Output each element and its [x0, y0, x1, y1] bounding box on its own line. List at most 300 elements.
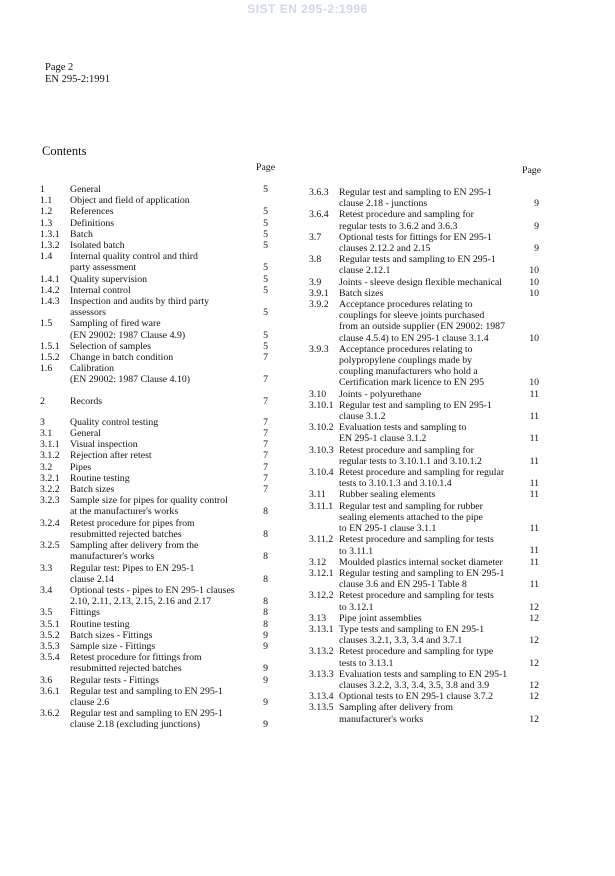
toc-entry-title-line: regular tests to 3.6.2 and 3.6.3: [339, 220, 458, 232]
toc-entry-page: 10: [529, 265, 539, 277]
toc-entry[interactable]: [309, 669, 539, 691]
toc-entry-number: 3.12: [309, 556, 327, 568]
toc-entry-title: [339, 288, 511, 299]
toc-entry-title: [339, 277, 511, 288]
toc-entry[interactable]: [40, 285, 268, 296]
toc-entry-title-line: resubmitted rejected batches: [70, 528, 182, 540]
toc-entry-number: 3.6.3: [309, 187, 329, 198]
document-id: EN 295-2:1991: [45, 74, 111, 85]
toc-entry-title: [339, 646, 511, 668]
toc-entry-number: 3.1.2: [40, 450, 60, 462]
toc-entry-number: 3.13.2: [309, 646, 334, 658]
toc-entry-title-line: Regular test and sampling to EN 295-1: [70, 708, 223, 720]
toc-entry[interactable]: [40, 396, 268, 407]
toc-entry-title: [70, 417, 240, 428]
toc-entry-number: 3.2.3: [40, 495, 60, 507]
toc-entry-number: 1.3.2: [40, 240, 60, 252]
toc-entry-page: 11: [529, 579, 539, 591]
toc-entry[interactable]: [40, 274, 268, 285]
toc-entry[interactable]: [40, 240, 268, 251]
toc-entry[interactable]: [309, 277, 539, 288]
toc-entry[interactable]: [309, 501, 539, 535]
toc-entry-title-line: Sample size for pipes for quality control: [70, 495, 228, 507]
toc-entry-title-line: 2.10, 2.11, 2.13, 2.15, 2.16 and 2.17: [70, 596, 212, 608]
toc-entry[interactable]: [40, 341, 268, 352]
toc-entry-page: 9: [263, 663, 268, 675]
toc-entry-page: 11: [529, 388, 539, 400]
toc-entry-title-line: Definitions: [70, 217, 115, 229]
toc-entry-page: 12: [529, 679, 539, 691]
toc-entry-page: 11: [529, 433, 539, 445]
toc-entry-title-line: Batch sizes - Fittings: [70, 629, 153, 641]
toc-entry-number: 3.11: [309, 489, 326, 501]
toc-entry-title-line: Joints - sleeve design flexible mechanical: [339, 276, 502, 288]
toc-entry-title-line: Quality control testing: [70, 416, 159, 428]
toc-entry-title: [339, 445, 511, 467]
watermark: SIST EN 295-2:1996: [247, 2, 368, 16]
toc-entry-page: 11: [529, 556, 539, 568]
toc-entry-title: [70, 484, 240, 495]
toc-entry-title: [339, 669, 511, 691]
toc-entry-title: [70, 363, 240, 385]
toc-entry-title-line: Sampling of fired ware: [70, 318, 161, 330]
toc-entry[interactable]: [40, 585, 268, 607]
toc-entry-title-line: Batch sizes: [70, 484, 115, 496]
toc-entry-title-line: Optional tests - pipes to EN 295-1 clauses: [70, 584, 235, 596]
toc-entry-title-line: Retest procedure for pipes from: [70, 517, 195, 529]
toc-entry-page: 5: [263, 206, 268, 218]
toc-entry-number: 3.10: [309, 388, 327, 400]
toc-entry-number: 3.2.5: [40, 540, 60, 552]
toc-entry-title: [339, 344, 511, 389]
toc-entry-title-line: Retest procedure for fittings from: [70, 652, 202, 664]
toc-entry-number: 3.5: [40, 607, 53, 619]
toc-entry-number: 3.5.2: [40, 629, 60, 641]
toc-entry[interactable]: [309, 691, 539, 702]
toc-entry-title: [339, 624, 511, 646]
toc-entry-number: 1.5.1: [40, 340, 60, 352]
toc-entry[interactable]: [40, 462, 268, 473]
toc-entry-page: 7: [263, 395, 268, 407]
toc-entry-title: [70, 585, 240, 607]
toc-entry-page: 8: [263, 528, 268, 540]
toc-entry-page: 9: [263, 696, 268, 708]
toc-entry-title: [339, 702, 511, 724]
toc-entry-title-line: Change in batch condition: [70, 352, 174, 364]
toc-entry[interactable]: [40, 495, 268, 517]
toc-entry-number: 3.2.1: [40, 472, 60, 484]
toc-entry-title-line: (EN 29002: 1987 Clause 4.10): [70, 374, 190, 386]
toc-entry[interactable]: [309, 422, 539, 444]
toc-entry-title-line: manufacturer's works: [70, 551, 155, 563]
toc-entry-title-line: Evaluation tests and sampling to: [339, 422, 467, 434]
toc-entry[interactable]: [40, 518, 268, 540]
toc-entry-page: 9: [263, 640, 268, 652]
toc-entry-title: [339, 232, 511, 254]
toc-entry-title-line: resubmitted rejected batches: [70, 663, 182, 675]
toc-entry[interactable]: [40, 352, 268, 363]
toc-entry-number: 1.1: [40, 195, 53, 207]
toc-entry-title: [339, 389, 511, 400]
toc-entry[interactable]: [40, 641, 268, 652]
toc-entry-title-line: Sampling after delivery from the: [70, 540, 199, 552]
toc-entry-title: [339, 187, 511, 209]
toc-entry[interactable]: [40, 417, 268, 428]
toc-entry-title: [339, 613, 511, 624]
toc-entry[interactable]: [40, 708, 268, 730]
toc-entry-title-line: General: [70, 184, 102, 195]
toc-entry[interactable]: [40, 540, 268, 562]
toc-entry-page: 8: [263, 607, 268, 619]
toc-entry-title-line: Regular tests and sampling to EN 295-1: [339, 254, 496, 266]
toc-entry-title: [70, 396, 240, 407]
toc-entry-title-line: Regular test: Pipes to EN 295-1: [70, 562, 195, 574]
toc-entry[interactable]: [309, 232, 539, 254]
toc-entry-title: [70, 251, 240, 273]
toc-entry-title-line: General: [70, 428, 102, 440]
toc-entry-number: 3.2.4: [40, 517, 60, 529]
toc-entry-number: 3.13.1: [309, 623, 334, 635]
toc-entry-title: [70, 195, 240, 206]
toc-entry[interactable]: [309, 344, 539, 389]
toc-entry-title-line: clause 2.14: [70, 573, 115, 585]
toc-entry-title-line: EN 295-1 clause 3.1.2: [339, 433, 427, 445]
toc-entry-title: [70, 686, 240, 708]
toc-entry-title-line: (EN 29002: 1987 Clause 4.9): [70, 329, 186, 341]
toc-entry-title-line: Quality supervision: [70, 273, 148, 285]
toc-entry-number: 3.12.2: [309, 590, 334, 602]
toc-entry[interactable]: [40, 251, 268, 273]
toc-entry-title-line: Acceptance procedures relating to: [339, 343, 473, 355]
toc-entry-title-line: to EN 295-1 clause 3.1.1: [339, 523, 437, 535]
toc-entry[interactable]: [40, 229, 268, 240]
toc-entry-title-line: Records: [70, 395, 103, 407]
left-page-heading: Page: [256, 162, 276, 173]
toc-entry[interactable]: [309, 624, 539, 646]
toc-entry[interactable]: [309, 254, 539, 276]
toc-entry-page: 5: [263, 184, 268, 195]
toc-entry-title-line: Retest procedure and sampling for: [339, 444, 474, 456]
toc-entry-title: [339, 400, 511, 422]
toc-entry[interactable]: [40, 473, 268, 484]
toc-entry-page: 8: [263, 551, 268, 563]
toc-entry-title-line: Internal control: [70, 284, 131, 296]
toc-entry[interactable]: [309, 187, 539, 209]
toc-entry[interactable]: [309, 400, 539, 422]
toc-entry-title: [70, 296, 240, 318]
toc-entry-title: [70, 473, 240, 484]
toc-entry-title-line: Inspection and audits by third party: [70, 296, 210, 308]
toc-entry-title-line: tests to 3.10.1.3 and 3.10.1.4: [339, 478, 452, 490]
toc-entry[interactable]: [309, 389, 539, 400]
toc-entry-title-line: from an outside supplier (EN 29002: 1987: [339, 321, 505, 333]
toc-entry[interactable]: [40, 563, 268, 585]
toc-entry[interactable]: [40, 206, 268, 217]
toc-entry-title: [70, 218, 240, 229]
toc-entry-page: 5: [263, 240, 268, 252]
toc-entry[interactable]: [40, 607, 268, 618]
toc-entry-title-line: Certification mark licence to EN 295: [339, 377, 484, 389]
toc-entry-title-line: sealing elements attached to the pipe: [339, 511, 483, 523]
toc-entry-title: [70, 708, 240, 730]
toc-entry-title-line: Regular tests - Fittings: [70, 674, 159, 686]
toc-entry-title: [70, 641, 240, 652]
toc-entry[interactable]: [40, 296, 268, 318]
toc-entry[interactable]: [309, 613, 539, 624]
toc-entry-title-line: clauses 3.2.2, 3.3, 3.4, 3.5, 3.8 and 3.9: [339, 679, 490, 691]
toc-entry-title-line: clauses 3.2.1, 3.3, 3.4 and 3.7.1: [339, 635, 463, 647]
toc-entry-title-line: to 3.11.1: [339, 545, 374, 557]
toc-entry-number: 1.4: [40, 251, 53, 263]
toc-entry[interactable]: [309, 445, 539, 467]
toc-entry[interactable]: [40, 195, 268, 206]
toc-entry[interactable]: [309, 209, 539, 231]
toc-entry-title: [70, 607, 240, 618]
toc-entry[interactable]: [40, 484, 268, 495]
toc-entry-title-line: Batch: [70, 228, 93, 240]
toc-entry-title-line: Sampling after delivery from: [339, 702, 453, 714]
toc-entry-number: 3.8: [309, 254, 322, 266]
toc-entry[interactable]: [309, 534, 539, 556]
toc-entry-title-line: manufacturer's works: [339, 713, 424, 725]
toc-entry[interactable]: [309, 489, 539, 500]
toc-entry-title-line: Sample size - Fittings: [70, 640, 156, 652]
toc-entry-title-line: clause 2.18 - junctions: [339, 198, 428, 210]
toc-entry-number: 3.5.4: [40, 652, 60, 664]
toc-entry-page: 5: [263, 228, 268, 240]
toc-entry-title-line: clause 2.12.1: [339, 265, 391, 277]
toc-entry-title-line: Routine testing: [70, 618, 130, 630]
toc-entry-page: 8: [263, 573, 268, 585]
toc-entry-title: [70, 675, 240, 686]
toc-entry-title-line: at the manufacturer's works: [70, 506, 179, 518]
toc-entry-page: 5: [263, 340, 268, 352]
toc-entry-page: 5: [263, 284, 268, 296]
toc-entry-page: 12: [529, 635, 539, 647]
toc-entry-title-line: Regular testing and sampling to EN 295-1: [339, 567, 505, 579]
toc-entry-title-line: coupling manufacturers who hold a: [339, 366, 478, 378]
toc-entry-title-line: tests to 3.13.1: [339, 657, 394, 669]
toc-entry-page: 10: [529, 287, 539, 299]
toc-entry-title-line: Selection of samples: [70, 340, 152, 352]
toc-entry-title-line: References: [70, 206, 114, 218]
toc-entry-title-line: regular tests to 3.10.1.1 and 3.10.1.2: [339, 455, 482, 467]
toc-entry-title-line: Rubber sealing elements: [339, 489, 436, 501]
toc-entry-title: [70, 540, 240, 562]
toc-entry-title-line: Regular test and sampling to EN 295-1: [70, 685, 223, 697]
toc-entry-page: 7: [263, 439, 268, 451]
toc-entry-title-line: Regular test and sampling to EN 295-1: [339, 399, 492, 411]
toc-entry[interactable]: [40, 675, 268, 686]
toc-entry[interactable]: [40, 218, 268, 229]
right-page-heading: Page: [522, 165, 542, 176]
toc-entry-page: 11: [529, 455, 539, 467]
toc-entry-title: [339, 557, 511, 568]
toc-entry[interactable]: [40, 652, 268, 674]
toc-entry-title-line: to 3.12.1: [339, 601, 374, 613]
toc-entry-number: 3: [40, 416, 45, 428]
toc-entry-number: 3.13: [309, 612, 327, 624]
toc-entry-number: 3.9: [309, 276, 322, 288]
toc-entry-number: 3.13.5: [309, 702, 334, 714]
toc-entry-title: [70, 428, 240, 439]
toc-entry-page: 7: [263, 352, 268, 364]
toc-entry-page: 7: [263, 428, 268, 440]
toc-entry-page: 5: [263, 217, 268, 229]
toc-entry-title: [339, 568, 511, 590]
toc-entry[interactable]: [309, 646, 539, 668]
toc-entry[interactable]: [40, 450, 268, 461]
toc-entry-number: 1.4.1: [40, 273, 60, 285]
toc-entry[interactable]: [309, 557, 539, 568]
toc-entry-number: 1.4.3: [40, 296, 60, 308]
toc-entry-title-line: Retest procedure and sampling for: [339, 209, 474, 221]
toc-entry-title-line: Pipe joint assemblies: [339, 612, 422, 624]
toc-entry[interactable]: [309, 568, 539, 590]
toc-entry[interactable]: [40, 184, 268, 195]
toc-entry-title: [339, 489, 511, 500]
toc-entry-number: 3.1.1: [40, 439, 60, 451]
toc-entry[interactable]: [40, 439, 268, 450]
toc-entry-title: [70, 352, 240, 363]
toc-entry-title-line: Regular test and sampling for rubber: [339, 500, 483, 512]
toc-entry-title-line: clauses 2.12.2 and 2.15: [339, 243, 431, 255]
toc-entry-number: 3.9.1: [309, 287, 329, 299]
toc-entry-page: 10: [529, 377, 539, 389]
toc-entry-title-line: Routine testing: [70, 472, 130, 484]
toc-entry-number: 1.5: [40, 318, 53, 330]
toc-entry[interactable]: [309, 467, 539, 489]
section-spacer: [40, 386, 268, 396]
toc-entry-title-line: clause 4.5.4) to EN 295-1 clause 3.1.4: [339, 332, 489, 344]
toc-entry-title-line: Regular test and sampling to EN 295-1: [339, 187, 492, 198]
toc-entry-title-line: assessors: [70, 307, 106, 319]
toc-entry-number: 3.3: [40, 562, 53, 574]
toc-entry-number: 3.9.3: [309, 343, 329, 355]
toc-entry-number: 3.4: [40, 584, 53, 596]
toc-entry-title-line: clause 3.1.2: [339, 411, 386, 423]
toc-entry-title: [339, 422, 511, 444]
toc-entry-title: [70, 450, 240, 461]
toc-entry[interactable]: [40, 686, 268, 708]
toc-entry-page: 9: [534, 243, 539, 254]
toc-entry[interactable]: [309, 299, 539, 344]
toc-entry-title: [339, 691, 511, 702]
toc-entry-title-line: Retest procedure and sampling for tests: [339, 590, 494, 602]
toc-entry-title: [339, 501, 511, 535]
toc-entry-title-line: Acceptance procedures relating to: [339, 299, 473, 311]
toc-entry-title-line: Joints - polyurethane: [339, 388, 422, 400]
toc-entry-page: 11: [529, 478, 539, 490]
toc-entry-number: 1: [40, 184, 45, 195]
toc-entry-page: 7: [263, 374, 268, 386]
toc-entry-number: 3.2.2: [40, 484, 60, 496]
toc-entry-title: [70, 184, 240, 195]
toc-entry-title: [339, 254, 511, 276]
toc-entry-number: 3.10.2: [309, 422, 334, 434]
toc-entry-number: 3.6.2: [40, 708, 60, 720]
toc-entry-title-line: Rejection after retest: [70, 450, 152, 462]
toc-entry-title-line: Fittings: [70, 607, 100, 619]
toc-entry-title-line: Evaluation tests and sampling to EN 295-1: [339, 668, 508, 680]
toc-entry-title: [70, 285, 240, 296]
toc-entry-title-line: clause 2.6: [70, 696, 110, 708]
toc-entry-page: 8: [263, 618, 268, 630]
toc-entry-number: 3.1: [40, 428, 53, 440]
toc-entry-number: 3.9.2: [309, 299, 329, 311]
toc-entry[interactable]: [40, 630, 268, 641]
toc-entry-number: 3.10.3: [309, 444, 334, 456]
toc-entry-number: 3.11.2: [309, 534, 334, 546]
toc-entry-title-line: Pipes: [70, 461, 92, 473]
toc-entry-page: 11: [529, 411, 539, 423]
toc-entry-page: 11: [529, 523, 539, 535]
toc-entry-number: 3.2: [40, 461, 53, 473]
toc-entry-title-line: Visual inspection: [70, 439, 138, 451]
toc-entry[interactable]: [40, 619, 268, 630]
toc-entry-number: 3.12.1: [309, 567, 334, 579]
toc-entry-number: 3.10.4: [309, 467, 334, 479]
toc-entry-page: 12: [529, 657, 539, 669]
toc-entry[interactable]: [309, 702, 539, 724]
toc-entry-title-line: Isolated batch: [70, 240, 125, 252]
toc-entry-number: 1.3.1: [40, 228, 60, 240]
toc-entry-page: 8: [263, 596, 268, 608]
toc-entry-title-line: Optional tests for fittings for EN 295-1: [339, 231, 492, 243]
toc-entry[interactable]: [309, 590, 539, 612]
toc-entry-page: 7: [263, 472, 268, 484]
toc-entry-title: [339, 299, 511, 344]
toc-entry-title: [70, 318, 240, 340]
toc-entry-title-line: Object and field of application: [70, 195, 190, 207]
toc-entry-title: [70, 462, 240, 473]
toc-entry-title: [70, 229, 240, 240]
toc-entry-number: 1.2: [40, 206, 53, 218]
toc-entry-title: [70, 563, 240, 585]
toc-entry-number: 3.5.3: [40, 640, 60, 652]
toc-right-column: [309, 187, 539, 725]
toc-entry[interactable]: [40, 318, 268, 340]
section-spacer: [40, 407, 268, 417]
toc-entry-title: [70, 619, 240, 630]
toc-entry-page: 12: [529, 713, 539, 725]
toc-entry-number: 3.10.1: [309, 399, 334, 411]
toc-entry[interactable]: [40, 363, 268, 385]
toc-entry-number: 1.5.2: [40, 352, 60, 364]
toc-entry-title-line: party assessment: [70, 262, 137, 274]
toc-entry-page: 9: [263, 629, 268, 641]
toc-entry-page: 12: [529, 691, 539, 703]
toc-entry-page: 7: [263, 484, 268, 496]
toc-entry-title: [70, 341, 240, 352]
toc-entry-title: [70, 652, 240, 674]
toc-entry-page: 9: [534, 198, 539, 210]
toc-entry-title-line: clause 2.18 (excluding junctions): [70, 719, 201, 731]
toc-entry[interactable]: [40, 428, 268, 439]
toc-entry-page: 7: [263, 416, 268, 428]
toc-entry-title: [70, 518, 240, 540]
toc-entry-title-line: Internal quality control and third: [70, 251, 198, 263]
toc-entry-title: [339, 467, 511, 489]
toc-entry-page: 7: [263, 450, 268, 462]
toc-entry[interactable]: [309, 288, 539, 299]
toc-entry-page: 9: [263, 674, 268, 686]
toc-entry-page: 5: [263, 273, 268, 285]
toc-entry-number: 1.4.2: [40, 284, 60, 296]
contents-title: Contents: [42, 144, 87, 158]
toc-entry-title-line: Moulded plastics internal socket diameter: [339, 556, 503, 568]
toc-entry-number: 3.11.1: [309, 500, 334, 512]
